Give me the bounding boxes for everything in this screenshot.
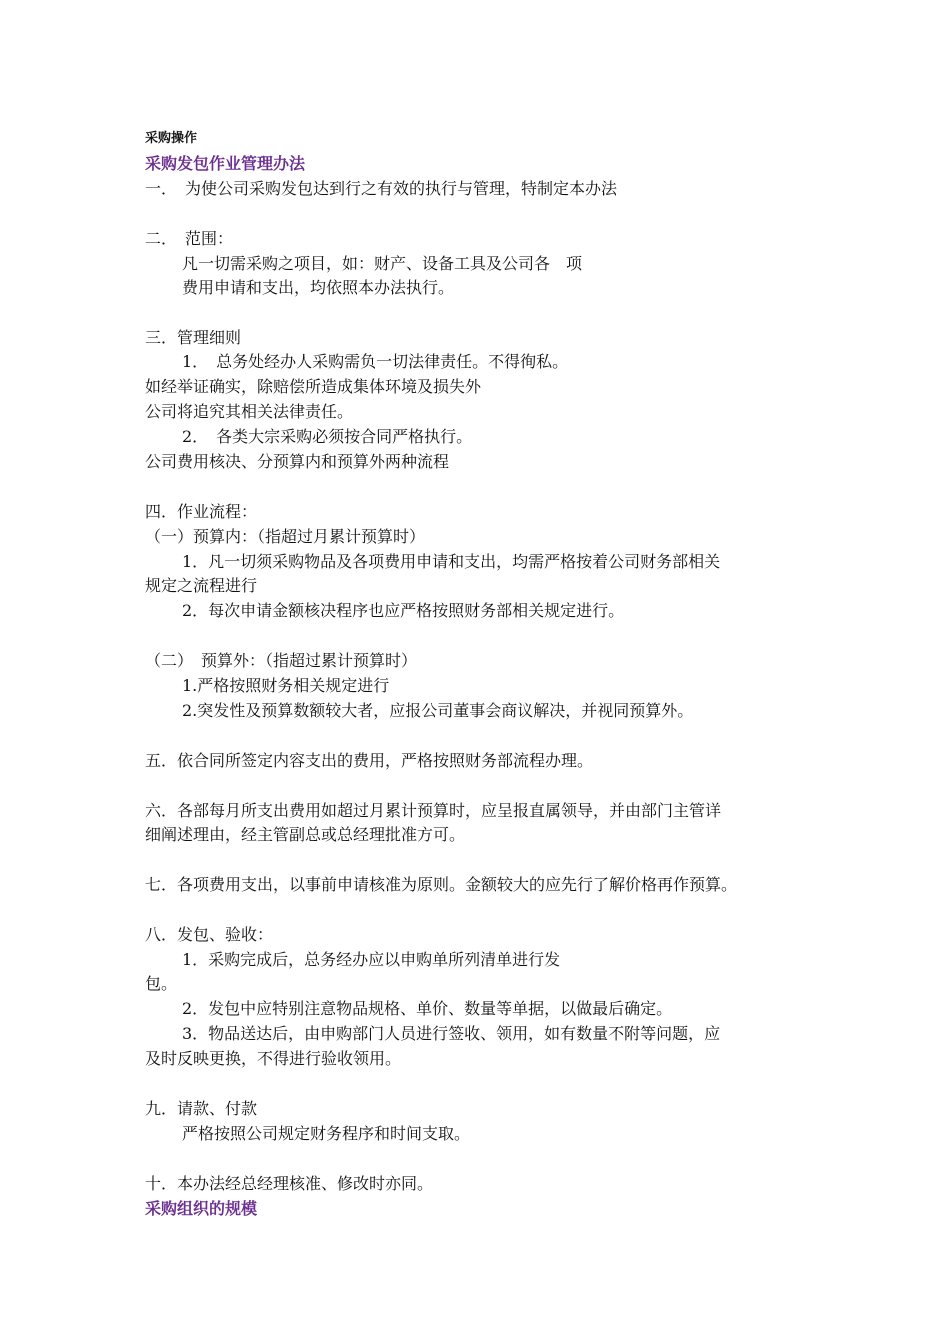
- section-2-line: 凡一切需采购之项目，如：财产、设备工具及公司各 项: [182, 254, 583, 273]
- section-4-item: 2．每次申请金额核决程序也应严格按照财务部相关规定进行。: [182, 601, 625, 620]
- next-title: 采购组织的规模: [145, 1199, 258, 1218]
- section-6-line: 细阐述理由，经主管副总或总经理批准方可。: [145, 825, 466, 844]
- doc-title: 采购发包作业管理办法: [145, 154, 306, 173]
- section-10: 十．本办法经总经理核准、修改时亦同。: [145, 1174, 434, 1193]
- section-3-item: 2． 各类大宗采购必须按合同严格执行。: [182, 427, 473, 446]
- section-8-item: 3．物品送达后，由申购部门人员进行签收、领用，如有数量不附等问题，应: [182, 1024, 721, 1043]
- section-4-line: 规定之流程进行: [145, 576, 258, 595]
- section-9-item: 严格按照公司规定财务程序和时间支取。: [182, 1124, 471, 1143]
- section-3-item: 1． 总务处经办人采购需负一切法律责任。不得徇私。: [182, 352, 569, 371]
- section-4-heading: 四．作业流程：: [145, 502, 258, 521]
- section-7: 七．各项费用支出，以事前申请核准为原则。金额较大的应先行了解价格再作预算。: [145, 875, 738, 894]
- section-3-line: 公司费用核决、分预算内和预算外两种流程: [145, 452, 450, 471]
- section-6: 六．各部每月所支出费用如超过月累计预算时，应呈报直属领导，并由部门主管详: [145, 801, 722, 820]
- section-4-subheading: （一）预算内：（指超过月累计预算时）: [145, 527, 426, 546]
- doc-category: 采购操作: [145, 131, 198, 146]
- section-4-subheading: （二） 预算外：（指超过累计预算时）: [145, 651, 418, 670]
- section-3-line: 公司将追究其相关法律责任。: [145, 402, 354, 421]
- section-1: 一． 为使公司采购发包达到行之有效的执行与管理，特制定本办法: [145, 179, 618, 198]
- section-9-heading: 九．请款、付款: [145, 1099, 258, 1118]
- section-2-heading: 二． 范围：: [145, 229, 234, 248]
- section-4-item: 2.突发性及预算数额较大者，应报公司董事会商议解决，并视同预算外。: [182, 701, 694, 720]
- section-8-line: 及时反映更换，不得进行验收领用。: [145, 1049, 402, 1068]
- section-4-item: 1．凡一切须采购物品及各项费用申请和支出，均需严格按着公司财务部相关: [182, 552, 721, 571]
- section-8-item: 1．采购完成后，总务经办应以申购单所列清单进行发: [182, 950, 561, 969]
- section-2-line: 费用申请和支出，均依照本办法执行。: [182, 278, 455, 297]
- section-3-line: 如经举证确实，除赔偿所造成集体环境及损失外: [145, 377, 482, 396]
- section-5: 五．依合同所签定内容支出的费用，严格按照财务部流程办理。: [145, 751, 594, 770]
- section-3-heading: 三．管理细则: [145, 328, 242, 347]
- section-8-line: 包。: [145, 974, 178, 993]
- section-4-item: 1.严格按照财务相关规定进行: [182, 676, 390, 695]
- section-8-heading: 八．发包、验收：: [145, 925, 274, 944]
- section-8-item: 2．发包中应特别注意物品规格、单价、数量等单据，以做最后确定。: [182, 999, 673, 1018]
